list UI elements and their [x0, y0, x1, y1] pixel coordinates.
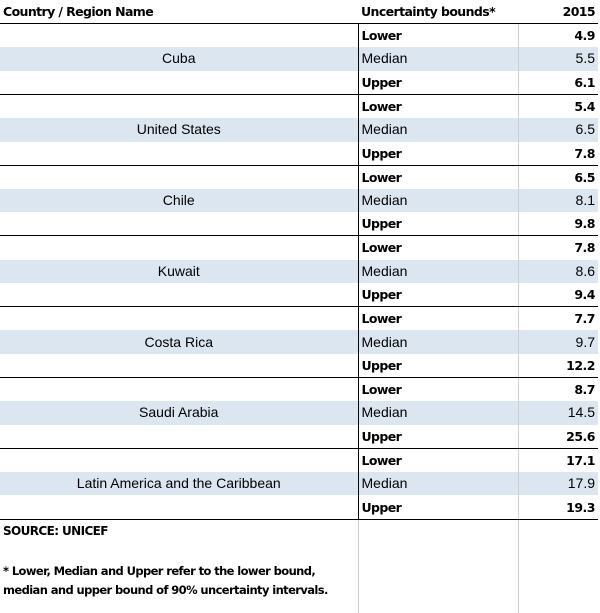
source-label: SOURCE: UNICEF: [0, 519, 358, 543]
table-row: [0, 354, 598, 378]
value-2015: 14.5: [518, 401, 598, 425]
table-row: [0, 307, 598, 331]
empty-cell: [358, 519, 518, 543]
value-2015: 9.7: [518, 330, 598, 354]
country-cell-blank: [0, 378, 358, 402]
table-row: [0, 425, 598, 449]
value-2015: 7.8: [518, 236, 598, 260]
table-row: [0, 283, 598, 307]
bound-label: Median: [358, 330, 518, 354]
bound-label: Upper: [358, 71, 518, 95]
country-cell-blank: [0, 448, 358, 472]
bound-label: Median: [358, 472, 518, 496]
bound-label: Lower: [358, 448, 518, 472]
table-row: [0, 118, 598, 142]
value-2015: 9.8: [518, 212, 598, 236]
bound-label: Median: [358, 118, 518, 142]
country-cell-blank: [0, 283, 358, 307]
value-2015: 17.9: [518, 472, 598, 496]
source-row: [0, 519, 598, 543]
value-2015: 7.8: [518, 142, 598, 166]
table-row: [0, 189, 598, 213]
country-name: Latin America and the Caribbean: [0, 472, 358, 496]
country-name: Saudi Arabia: [0, 401, 358, 425]
country-cell-blank: [0, 24, 358, 48]
country-cell-blank: [0, 425, 358, 449]
header-row: [0, 0, 598, 24]
table-row: [0, 330, 598, 354]
country-cell-blank: [0, 165, 358, 189]
value-2015: 5.4: [518, 94, 598, 118]
table-row: [0, 165, 598, 189]
value-2015: 25.6: [518, 425, 598, 449]
value-2015: 17.1: [518, 448, 598, 472]
table-row: [0, 495, 598, 519]
bound-label: Lower: [358, 307, 518, 331]
table-row: [0, 71, 598, 95]
bound-label: Upper: [358, 283, 518, 307]
table-row: [0, 260, 598, 284]
bound-label: Upper: [358, 142, 518, 166]
header-year: 2015: [518, 0, 598, 24]
value-2015: 12.2: [518, 354, 598, 378]
bound-label: Upper: [358, 495, 518, 519]
bound-label: Median: [358, 260, 518, 284]
footnote: * Lower, Median and Upper refer to the lower bound, median and upper bound of 90% uncertainty intervals.: [0, 543, 358, 613]
header-country: Country / Region Name: [0, 0, 358, 24]
bound-label: Upper: [358, 425, 518, 449]
country-cell-blank: [0, 212, 358, 236]
country-cell-blank: [0, 495, 358, 519]
bound-label: Lower: [358, 165, 518, 189]
country-cell-blank: [0, 236, 358, 260]
table-row: [0, 401, 598, 425]
empty-cell: [518, 519, 598, 543]
value-2015: 6.1: [518, 71, 598, 95]
bound-label: Upper: [358, 354, 518, 378]
value-2015: 19.3: [518, 495, 598, 519]
value-2015: 6.5: [518, 118, 598, 142]
value-2015: 9.4: [518, 283, 598, 307]
country-name: Costa Rica: [0, 330, 358, 354]
country-name: Chile: [0, 189, 358, 213]
country-cell-blank: [0, 71, 358, 95]
bound-label: Lower: [358, 24, 518, 48]
table-row: [0, 212, 598, 236]
country-cell-blank: [0, 142, 358, 166]
country-cell-blank: [0, 354, 358, 378]
bound-label: Upper: [358, 212, 518, 236]
value-2015: 8.1: [518, 189, 598, 213]
country-name: United States: [0, 118, 358, 142]
country-name: Kuwait: [0, 260, 358, 284]
table-row: [0, 472, 598, 496]
footnote-row: [0, 543, 598, 613]
table-row: [0, 47, 598, 71]
empty-cell: [518, 543, 598, 613]
table-body: [0, 24, 598, 519]
bound-label: Median: [358, 47, 518, 71]
table-row: [0, 236, 598, 260]
header-bounds: Uncertainty bounds*: [358, 0, 518, 24]
country-cell-blank: [0, 94, 358, 118]
bound-label: Lower: [358, 378, 518, 402]
bound-label: Median: [358, 401, 518, 425]
value-2015: 8.7: [518, 378, 598, 402]
value-2015: 8.6: [518, 260, 598, 284]
table-row: [0, 94, 598, 118]
table-row: [0, 378, 598, 402]
bound-label: Lower: [358, 94, 518, 118]
value-2015: 4.9: [518, 24, 598, 48]
country-name: Cuba: [0, 47, 358, 71]
table-row: [0, 24, 598, 48]
value-2015: 6.5: [518, 165, 598, 189]
bound-label: Median: [358, 189, 518, 213]
value-2015: 5.5: [518, 47, 598, 71]
empty-cell: [358, 543, 518, 613]
table-row: [0, 142, 598, 166]
bound-label: Lower: [358, 236, 518, 260]
table-row: [0, 448, 598, 472]
country-cell-blank: [0, 307, 358, 331]
value-2015: 7.7: [518, 307, 598, 331]
